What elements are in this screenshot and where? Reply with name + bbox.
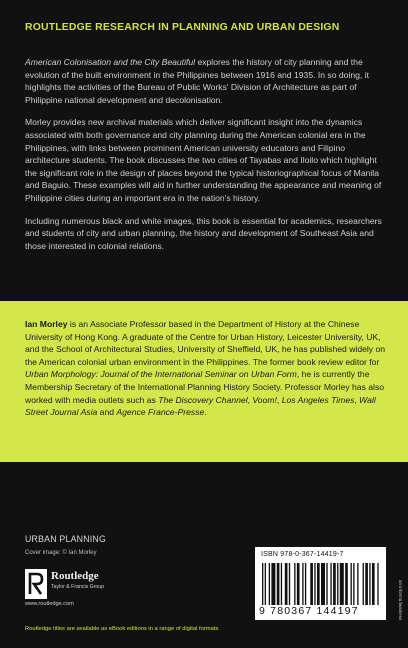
barcode-bar	[372, 563, 375, 605]
isbn-label: ISBN 978-0-367-14419-7	[261, 551, 344, 558]
isbn-digits: 9 780367 144197	[259, 605, 359, 617]
barcode-bar	[305, 563, 306, 605]
informa-business-text: an informa business	[398, 580, 403, 621]
subject-category: URBAN PLANNING	[25, 534, 107, 544]
barcode-bar	[340, 563, 344, 605]
barcode-bar	[369, 563, 370, 605]
barcode-bar	[317, 563, 320, 605]
barcode-box	[255, 547, 386, 620]
barcode-bar	[357, 563, 358, 605]
author-bio-panel	[0, 301, 408, 462]
barcode-bar	[285, 563, 288, 605]
barcode-bar	[297, 563, 300, 605]
publisher-logo	[25, 568, 145, 608]
author-bio: Ian Morley is an Associate Professor based in the Department of History at the Chinese University of Hong Kong. A graduate of the Centre for Urban History, Leicester University, UK, and the School of Architectural Studies, University of Sheffield, UK, he has published widely on the American colonial urban environment in the Philippines. The former book review editor for Urban Morphology: Journal of the International Seminar on Urban Form, he is currently the Membership Secretary of the International Planning History Society. Professor Morley has also worked with media outlets such as The Discovery Channel, Voom!, Los Angeles Times, Wall Street Journal Asia and Agence France-Presse.	[25, 319, 386, 418]
barcode-bar	[337, 563, 338, 605]
blurb-paragraph-2: Morley provides new archival materials which deliver significant insight into the dynamics associated with both governance and city planning during the American colonial era in the Philippines, with links between prominent American university educators and Filipino architecture students. The book discusses the two cities of Tayabas and Iloilo which highlight the significant role in the design of places beyond the typical historiographical focus of Manila and Baguio. These examples will aid in further understanding the appearance and meaning of Philippine cities during an important era in the nation's history.	[25, 117, 382, 203]
series-title: ROUTLEDGE RESEARCH IN PLANNING AND URBAN DESIGN	[25, 22, 340, 33]
barcode-bar	[321, 563, 325, 605]
publisher-name: Routledge	[51, 570, 99, 582]
barcode	[262, 563, 380, 605]
barcode-bar	[262, 563, 263, 605]
ebook-footer-note: Routledge titles are available as eBook editions in a range of digital formats	[25, 626, 219, 632]
cover-credit: Cover image: © Ian Morley	[25, 550, 97, 556]
barcode-bar	[351, 563, 352, 605]
author-name: Ian Morley	[25, 319, 68, 329]
barcode-bar	[289, 563, 290, 605]
barcode-bar	[277, 563, 280, 605]
barcode-bar	[353, 563, 354, 605]
barcode-bar	[281, 563, 282, 605]
routledge-logo-icon	[25, 569, 47, 599]
publisher-group: Taylor & Francis Group	[51, 584, 105, 590]
barcode-bar	[265, 563, 266, 605]
book-title: American Colonisation and the City Beautiful	[25, 57, 196, 67]
barcode-bar	[310, 563, 313, 605]
barcode-bar	[377, 563, 378, 605]
barcode-bar	[326, 563, 327, 605]
barcode-bar	[333, 563, 336, 605]
blurb-paragraph-3: Including numerous black and white images, this book is essential for academics, researchers and students of city and urban planning, the history and development of Southeast Asia and those interested in colonial relations.	[25, 215, 382, 251]
barcode-bar	[330, 563, 331, 605]
blurb-paragraph-1: American Colonisation and the City Beautiful explores the history of city planning and the evolution of the built environment in the Philippines between 1916 and 1935. In so doing, it highlights the activities of the Bureau of Public Works' Division of Architecture as part of Philippine national development and decolonisation.	[25, 57, 369, 105]
barcode-bar	[269, 563, 270, 605]
barcode-bar	[363, 563, 364, 605]
barcode-bar	[365, 563, 368, 605]
publisher-url: www.routledge.com	[25, 601, 74, 607]
blurb	[25, 56, 387, 262]
barcode-bar	[294, 563, 295, 605]
barcode-bar	[271, 563, 275, 605]
barcode-bar	[302, 563, 303, 605]
barcode-bar	[314, 563, 315, 605]
barcode-bar	[345, 563, 348, 605]
